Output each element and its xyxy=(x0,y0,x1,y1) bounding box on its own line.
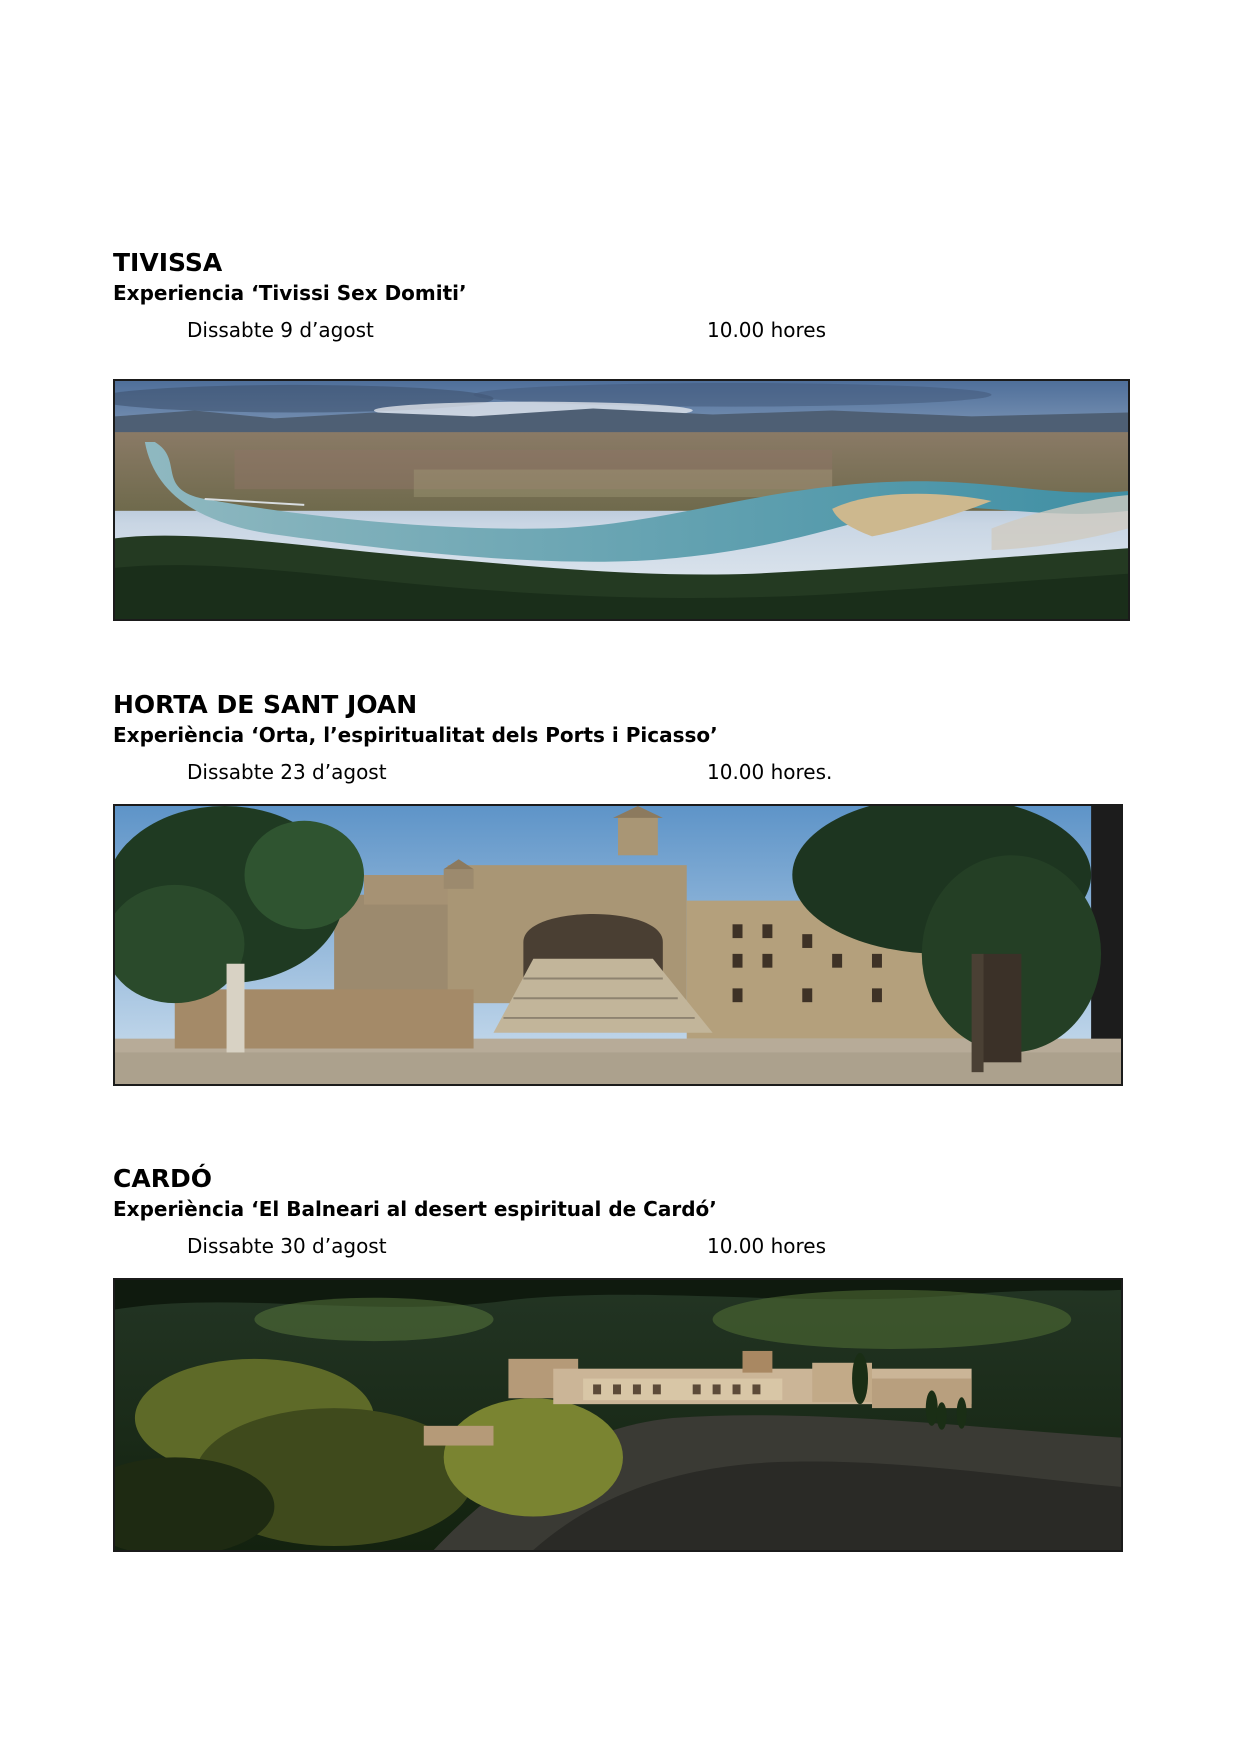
section-subtitle: Experiencia ‘Tivissi Sex Domiti’ xyxy=(113,281,467,305)
hillside-monastery-photo xyxy=(113,1278,1123,1552)
river-landscape-photo xyxy=(113,379,1130,621)
event-time: 10.00 hores. xyxy=(707,760,833,784)
section-title: TIVISSA xyxy=(113,248,223,277)
sanctuary-church-photo xyxy=(113,804,1123,1086)
event-date: Dissabte 9 d’agost xyxy=(187,318,374,342)
section-title: CARDÓ xyxy=(113,1164,212,1193)
section-subtitle: Experiència ‘Orta, l’espiritualitat dels Ports i Picasso’ xyxy=(113,723,718,747)
event-date: Dissabte 30 d’agost xyxy=(187,1234,387,1258)
section-title: HORTA DE SANT JOAN xyxy=(113,690,418,719)
event-date: Dissabte 23 d’agost xyxy=(187,760,387,784)
event-time: 10.00 hores xyxy=(707,1234,827,1258)
section-subtitle: Experiència ‘El Balneari al desert espiritual de Cardó’ xyxy=(113,1197,717,1221)
event-time: 10.00 hores xyxy=(707,318,827,342)
